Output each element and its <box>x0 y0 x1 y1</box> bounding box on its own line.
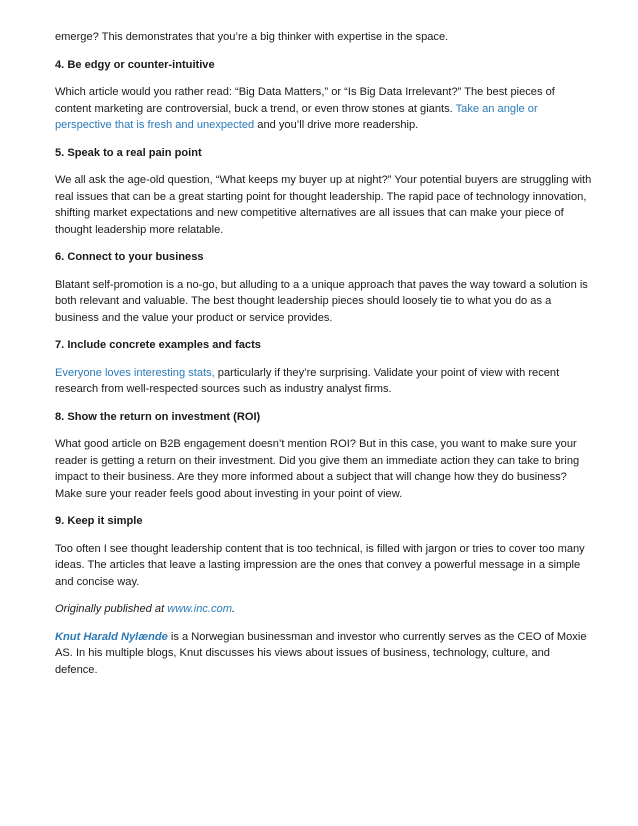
author-bio <box>55 629 593 679</box>
author-bio-text: is a Norwegian businessman and investor who currently serves as the CEO of Moxie AS. In his multiple blogs, Knut discusses his views about issues of business, technology, culture, and defence. <box>55 630 587 676</box>
section-body-examples <box>55 365 593 398</box>
section-body-edgy-text: Which article would you rather read: “Big Data Matters,” or “Is Big Data Irrelevant?” The best pieces of content marketing are controversial, buck a trend, or even throw stones at giants. <box>55 86 555 115</box>
section-body-edgy-tail: and you’ll drive more readership. <box>254 119 419 131</box>
section-heading-roi: 8. Show the return on investment (ROI) <box>55 410 261 423</box>
section-body-examples-text: particularly if they’re surprising. Validate your point of view with recent research from well-respected sources such as industry analyst firms. <box>55 366 560 395</box>
published-note <box>55 601 593 618</box>
section-heading-edgy: 4. Be edgy or counter-intuitive <box>55 58 215 71</box>
section-heading-business: 6. Connect to your business <box>55 251 204 263</box>
section-heading-simple: 9. Keep it simple <box>55 515 143 527</box>
document-page <box>55 29 593 678</box>
section-body-roi: What good article on B2B engagement doesn’t mention ROI? But in this case, you want to make sure your reader is getting a return on their investment. Did you give them an immediate action they can take to bring impact to their business. Are they more informed about a subject that will change how they do business? Make sure your reader feels good about investing in your point of view. <box>55 438 580 500</box>
section-body-edgy <box>55 84 593 134</box>
interesting-stats-link[interactable]: Everyone loves interesting stats, <box>55 366 215 379</box>
published-suffix: . <box>231 603 236 615</box>
section-body-pain-point: We all ask the age-old question, “What keeps my buyer up at night?” Your potential buyers are struggling with real issues that can be a great starting point for thought leadership. The rapid pace of technology innovation, shifting market expectations and new competitive alternatives are all issues that can make your piece of thought leadership more relatable. <box>55 174 592 236</box>
section-heading-pain-point: 5. Speak to a real pain point <box>55 146 202 159</box>
author-name-link[interactable]: Knut Harald Nylænde <box>55 630 168 643</box>
section-body-simple: Too often I see thought leadership content that is too technical, is filled with jargon or tries to cover too many ideas. The articles that leave a lasting impression are the ones that convey a powerful message in a simple and concise way. <box>55 542 585 588</box>
published-prefix: Originally published at <box>55 603 168 615</box>
fresh-angle-link[interactable]: Take an angle or perspective that is fresh and unexpected <box>55 102 538 131</box>
section-heading-examples: 7. Include concrete examples and facts <box>55 339 261 351</box>
inc-com-link[interactable]: www.inc.com <box>167 603 232 615</box>
intro-paragraph-tail: emerge? This demonstrates that you’re a big thinker with expertise in the space. <box>55 31 449 43</box>
section-body-business: Blatant self-promotion is a no-go, but alluding to a a unique approach that paves the way toward a solution is both relevant and valuable. The best thought leadership pieces should loosely tie to what you do as a business and the value your product or service provides. <box>55 278 588 324</box>
